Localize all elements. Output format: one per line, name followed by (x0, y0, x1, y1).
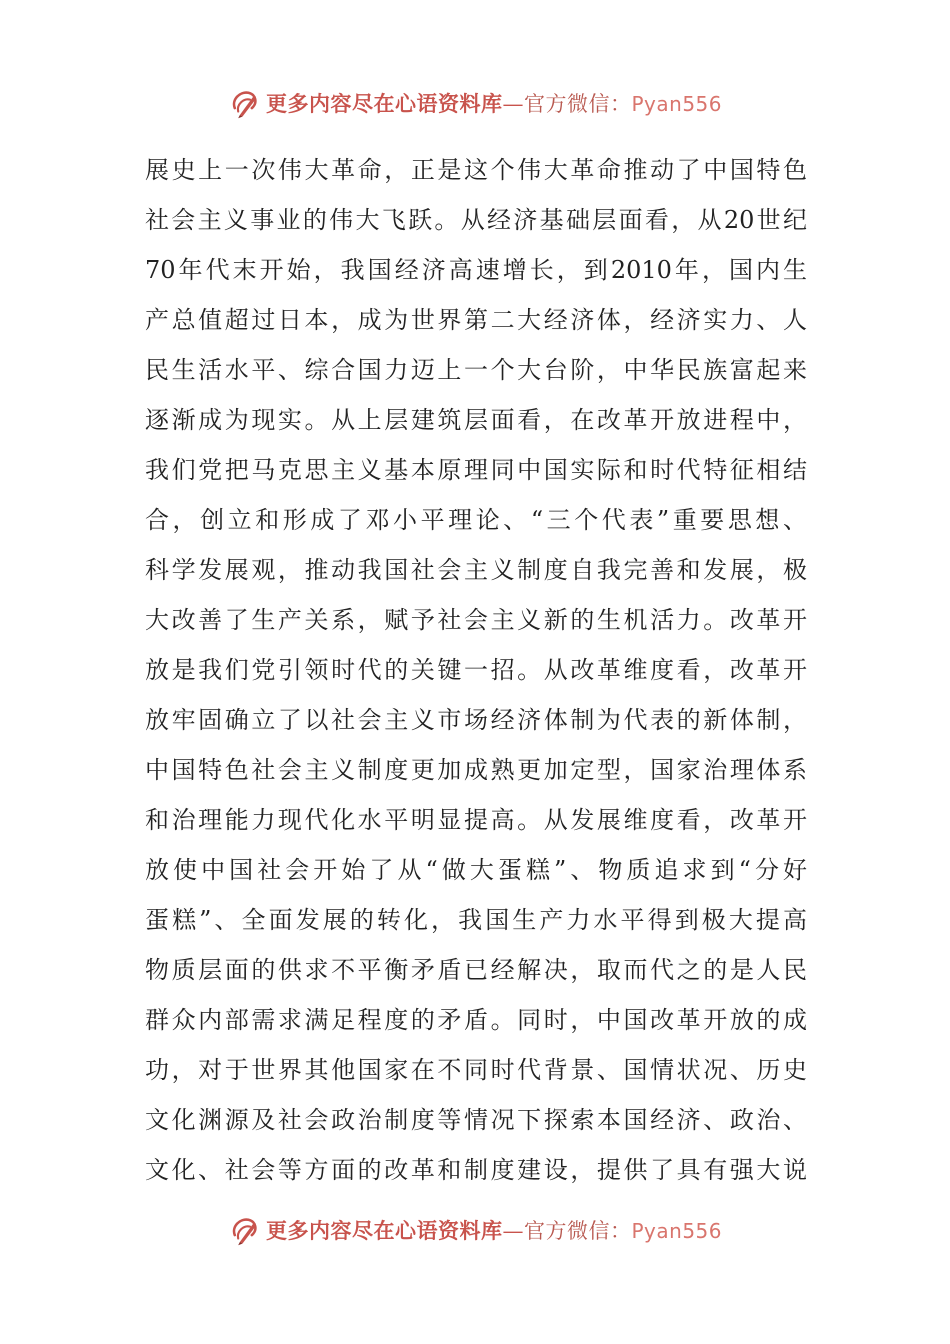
text-line: 群众内部需求满足程度的矛盾。同时，中国改革开放的成 (145, 1006, 807, 1034)
banner-text (266, 88, 722, 118)
banner-separator: — (502, 92, 524, 116)
text-line: 中国特色社会主义制度更加成熟更加定型，国家治理体系 (145, 756, 807, 784)
text-line: 文化、社会等方面的改革和制度建设，提供了具有强大说 (145, 1156, 807, 1184)
text-line: 我们党把马克思主义基本原理同中国实际和时代特征相结 (145, 456, 807, 484)
text-line: 社会主义事业的伟大飞跃。从经济基础层面看，从20世纪 (145, 206, 807, 234)
banner-wechat-label: 官方微信： (523, 1219, 632, 1243)
text-line: 大改善了生产关系，赋予社会主义新的生机活力。改革开 (145, 606, 807, 634)
header-banner (0, 81, 950, 125)
text-line: 展史上一次伟大革命，正是这个伟大革命推动了中国特色 (145, 156, 807, 184)
banner-wechat-handle: Pyan556 (631, 1219, 722, 1243)
text-line: 合，创立和形成了邓小平理论、“三个代表”重要思想、 (145, 506, 807, 534)
text-line: 产总值超过日本，成为世界第二大经济体，经济实力、人 (145, 306, 807, 334)
text-line: 民生活水平、综合国力迈上一个大台阶，中华民族富起来 (145, 356, 807, 384)
text-line: 放牢固确立了以社会主义市场经济体制为代表的新体制， (145, 706, 807, 734)
text-line: 文化渊源及社会政治制度等情况下探索本国经济、政治、 (145, 1106, 807, 1134)
banner-brand: 更多内容尽在心语资料库 (265, 91, 503, 116)
text-line: 物质层面的供求不平衡矛盾已经解决，取而代之的是人民 (145, 956, 807, 984)
text-line: 科学发展观，推动我国社会主义制度自我完善和发展，极 (145, 556, 807, 584)
text-line: 功，对于世界其他国家在不同时代背景、国情状况、历史 (145, 1056, 807, 1084)
text-line: 蛋糕”、全面发展的转化，我国生产力水平得到极大提高 (145, 906, 807, 934)
footer-banner (0, 1208, 950, 1252)
text-line: 放是我们党引领时代的关键一招。从改革维度看，改革开 (145, 656, 807, 684)
text-line: 放使中国社会开始了从“做大蛋糕”、物质追求到“分好 (145, 856, 807, 884)
text-line: 70年代末开始，我国经济高速增长，到2010年，国内生 (145, 256, 807, 284)
banner-separator: — (502, 1219, 524, 1243)
banner-wechat-handle: Pyan556 (631, 92, 722, 116)
banner-brand: 更多内容尽在心语资料库 (265, 1218, 503, 1243)
banner-wechat-label: 官方微信： (523, 92, 632, 116)
pen-swirl-logo-icon (228, 86, 262, 120)
document-body (145, 145, 807, 1195)
text-line: 和治理能力现代化水平明显提高。从发展维度看，改革开 (145, 806, 807, 834)
banner-text (266, 1215, 722, 1245)
pen-swirl-logo-icon (228, 1213, 262, 1247)
text-line: 逐渐成为现实。从上层建筑层面看，在改革开放进程中， (145, 406, 807, 434)
